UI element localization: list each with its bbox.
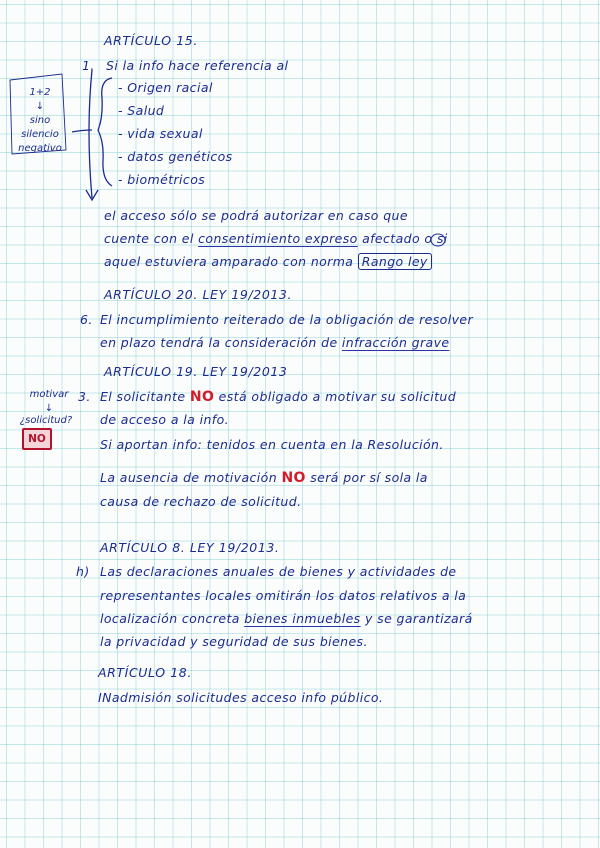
text-fragment: será por sí sola la <box>310 470 428 485</box>
text-fragment: o si <box>424 231 448 246</box>
article-15-number: 1. <box>82 58 95 73</box>
margin-note-line: ↓ <box>35 101 45 112</box>
article-8-line-2: representantes locales omitirán los datos relativos a la <box>100 588 467 603</box>
article-8-line-1: Las declaraciones anuales de bienes y actividades de <box>100 564 457 579</box>
article-19-line-5: causa de rechazo de solicitud. <box>100 494 302 509</box>
text-fragment: cuente con el <box>104 231 194 246</box>
text-fragment: y se garantizará <box>364 611 473 626</box>
article-20-title: ARTÍCULO 20. LEY 19/2013. <box>104 287 293 302</box>
article-19-number: 3. <box>78 389 91 404</box>
margin-note-line: silencio <box>21 129 59 140</box>
margin-note-arrow: ↓ <box>44 403 54 414</box>
article-8-title: ARTÍCULO 8. LEY 19/2013. <box>100 540 280 555</box>
list-item-origen: - Origen racial <box>118 80 213 95</box>
text-fragment: está obligado a motivar su solicitud <box>218 389 457 404</box>
article-15-intro: Si la info hace referencia al <box>106 58 289 73</box>
article-20-line-1: El incumplimiento reiterado de la obligación de resolver <box>100 312 474 327</box>
list-item-biometricos: - biométricos <box>118 172 206 187</box>
underlined-infraccion-grave: infracción grave <box>341 335 450 350</box>
article-19-line-2: de acceso a la info. <box>100 412 229 427</box>
text-fragment: aquel estuviera amparado con norma <box>104 254 354 269</box>
no-stamp: NO <box>22 428 52 450</box>
article-8-number: h) <box>76 564 90 579</box>
list-item-salud-text: Salud <box>127 103 165 118</box>
underlined-consentimiento: consentimiento expreso <box>198 231 358 246</box>
list-item-vida-sexual-text: vida sexual <box>127 126 203 141</box>
text-fragment: localización concreta <box>100 611 240 626</box>
text-fragment: La ausencia de motivación <box>100 470 278 485</box>
margin-note-line: sino <box>29 115 51 126</box>
article-19-line-3: Si aportan info: tenidos en cuenta en la Resolución. <box>100 437 444 452</box>
article-19-title: ARTÍCULO 19. LEY 19/2013 <box>104 364 288 379</box>
margin-note-line: negativo <box>18 143 62 154</box>
list-item-datos-geneticos: - datos genéticos <box>118 149 233 164</box>
red-no-mark: NO <box>281 470 306 486</box>
down-arrow-icon <box>89 70 92 198</box>
underlined-bienes-inmuebles: bienes inmuebles <box>244 611 361 626</box>
text-fragment: afectado <box>362 231 421 246</box>
circled-mark-icon <box>431 234 445 246</box>
article-18-title: ARTÍCULO 18. <box>98 665 192 680</box>
text-fragment: El solicitante <box>100 389 186 404</box>
red-no-mark: NO <box>189 389 215 405</box>
article-8-line-4: la privacidad y seguridad de sus bienes. <box>100 634 368 649</box>
list-item-salud: - Salud <box>118 103 165 118</box>
text-fragment: en plazo tendrá la consideración de <box>100 335 338 350</box>
margin-note-outline-icon <box>10 74 66 154</box>
article-15-title: ARTÍCULO 15. <box>104 33 198 48</box>
article-15-paragraph-line-1: el acceso sólo se podrá autorizar en caso que <box>104 208 408 223</box>
list-item-origen-text: Origen racial <box>127 80 213 95</box>
list-item-biometricos-text: biométricos <box>127 172 206 187</box>
list-brace-icon <box>98 78 112 186</box>
margin-note-solicitud: ¿solicitud? <box>19 415 73 426</box>
margin-note-line: motivar <box>29 389 69 400</box>
margin-note-line: 1+2 <box>29 87 51 98</box>
article-20-number: 6. <box>80 312 93 327</box>
boxed-rango-ley: Rango ley <box>358 253 432 270</box>
list-item-vida-sexual: - vida sexual <box>118 126 203 141</box>
list-item-datos-geneticos-text: datos genéticos <box>127 149 233 164</box>
article-18-line-1: INadmisión solicitudes acceso info público. <box>98 690 384 705</box>
